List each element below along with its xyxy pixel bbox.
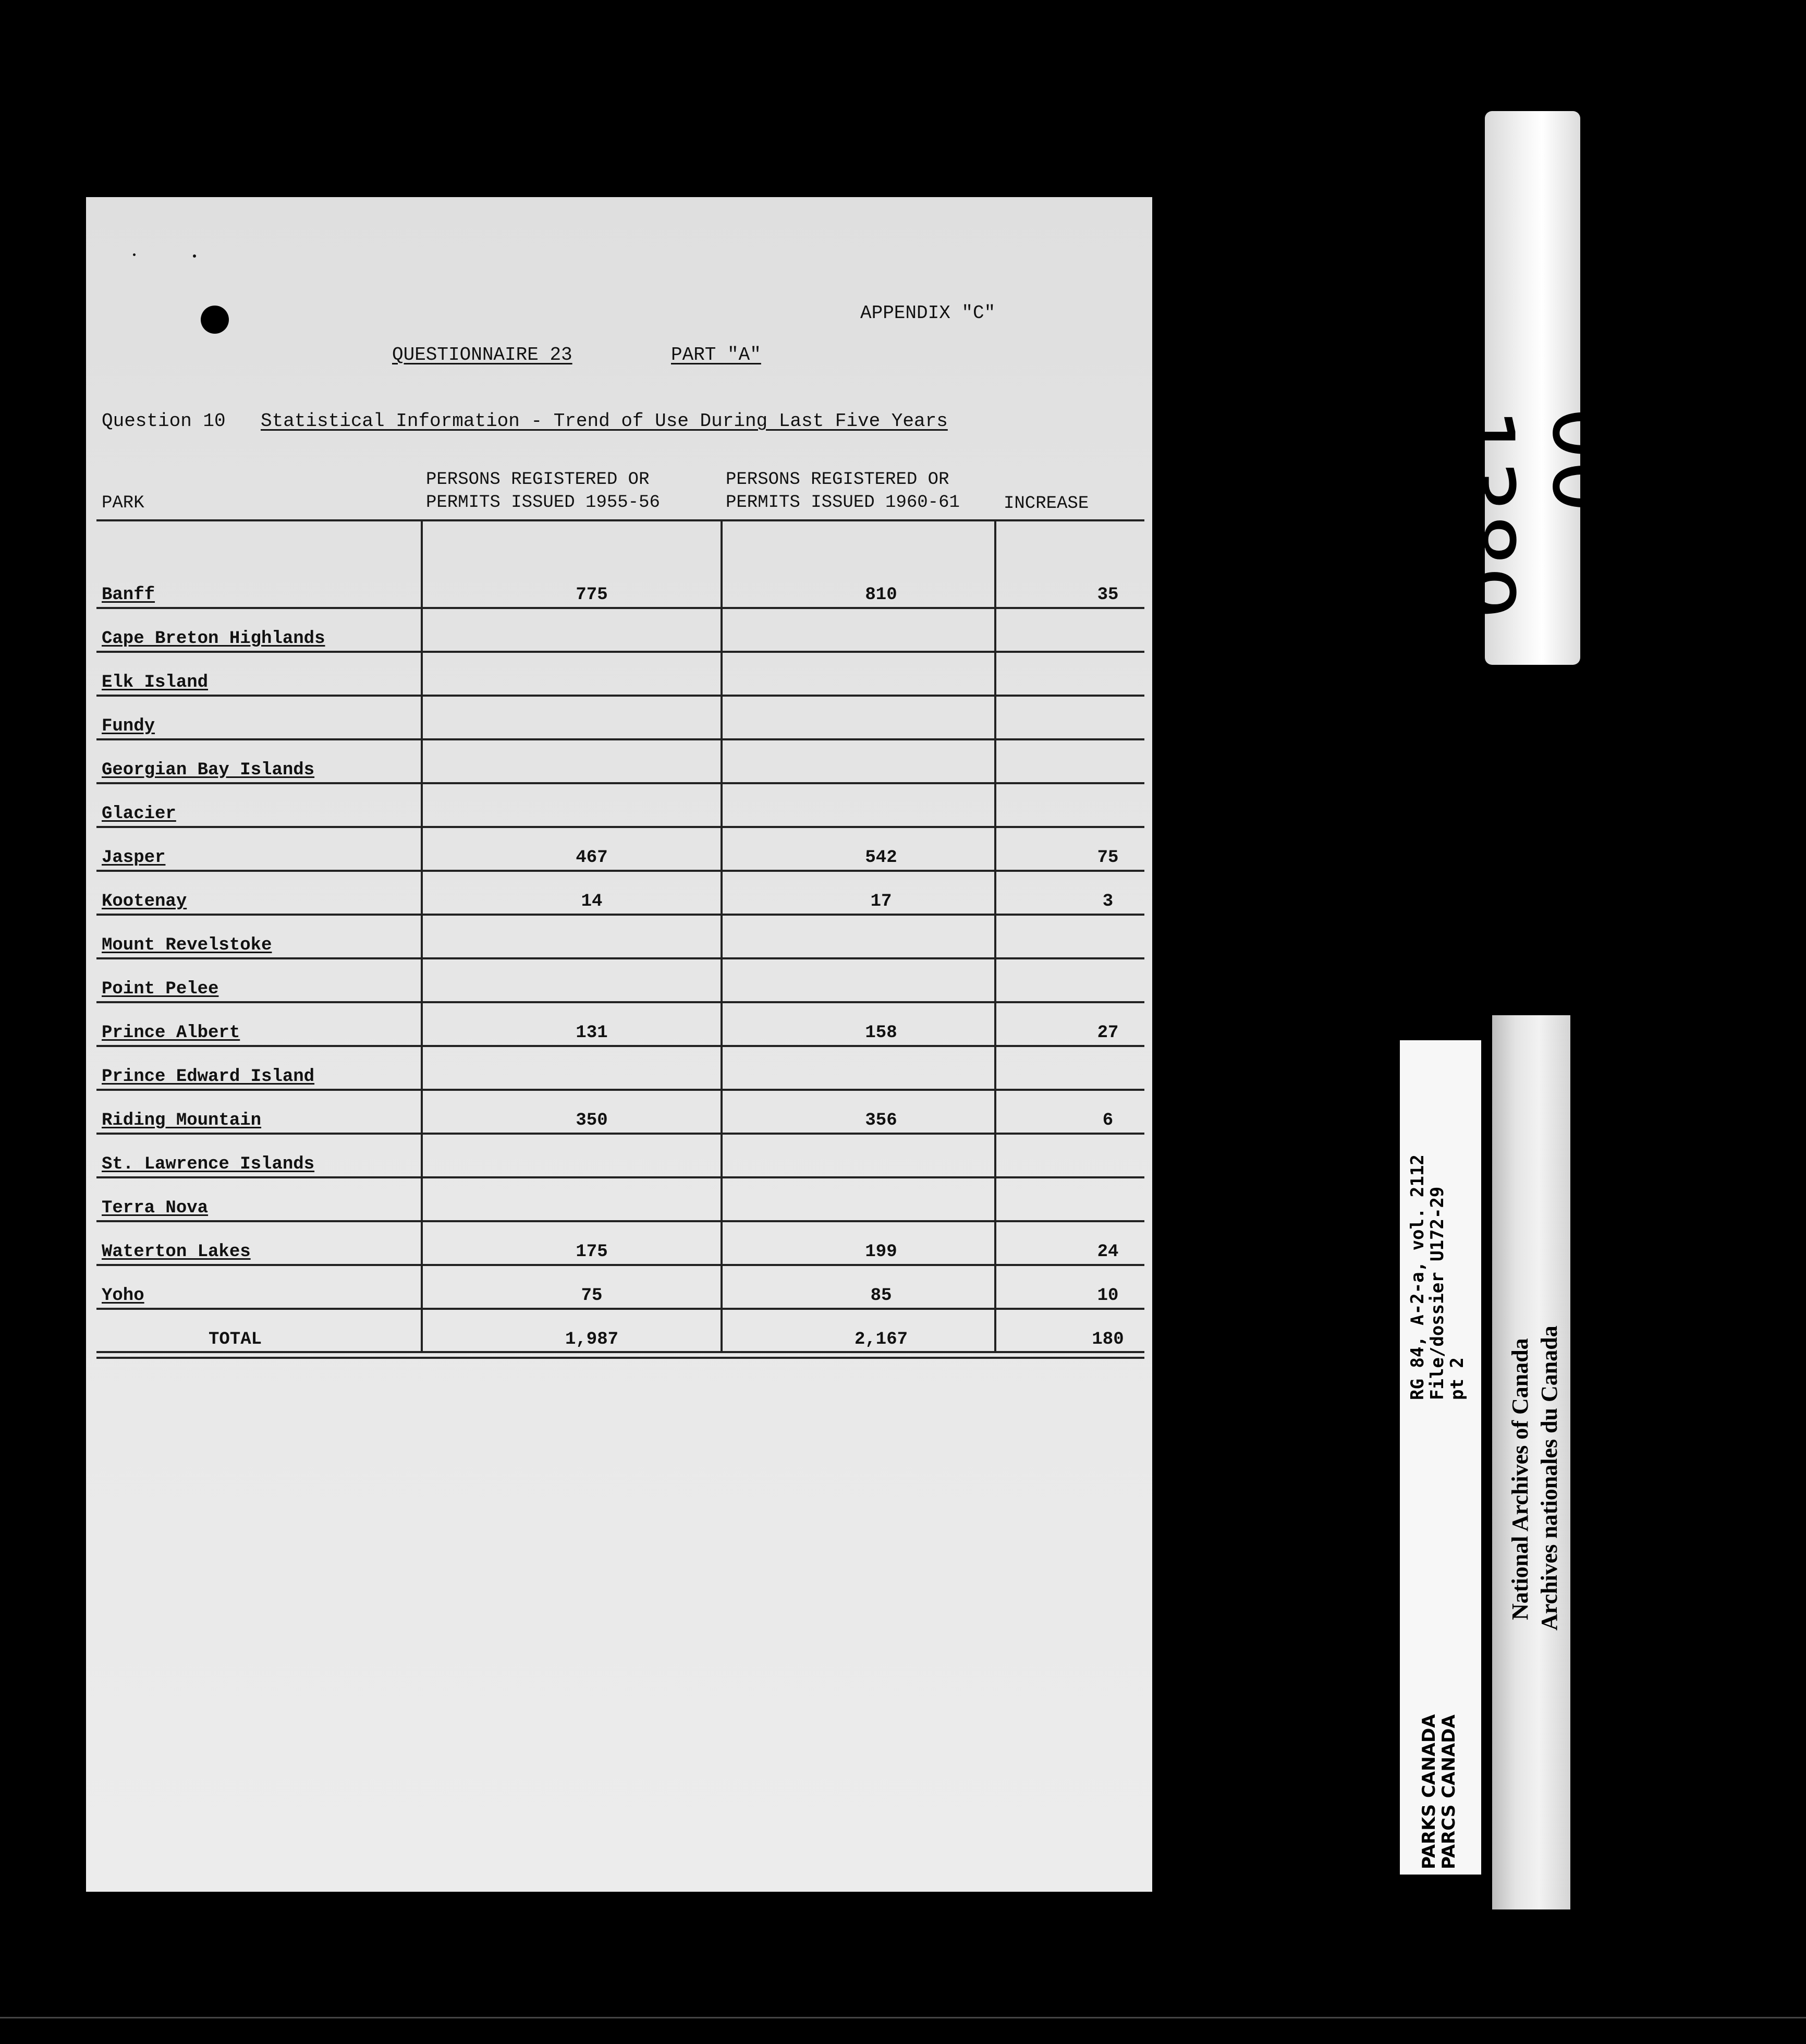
- value-1960-61: 542: [865, 848, 897, 868]
- value-1960-61: 199: [865, 1242, 897, 1262]
- row-rule: [96, 607, 1144, 609]
- archive-ref-line2: File/dossier U172-29: [1427, 1186, 1448, 1400]
- total-1960-61: 2,167: [854, 1330, 908, 1349]
- value-1960-61: 810: [865, 585, 897, 605]
- value-1960-61: 85: [870, 1286, 892, 1306]
- row-rule: [96, 870, 1144, 872]
- row-rule: [96, 695, 1144, 697]
- park-name: Banff: [102, 585, 155, 605]
- column-divider-2: [721, 519, 723, 1351]
- header-col2-line1: PERSONS REGISTERED OR: [726, 470, 949, 490]
- row-rule: [96, 1001, 1144, 1003]
- park-name: Waterton Lakes: [102, 1242, 251, 1262]
- header-col1-line2: PERMITS ISSUED 1955-56: [426, 493, 660, 513]
- part-label: PART "A": [671, 344, 761, 366]
- row-rule: [96, 1089, 1144, 1091]
- punch-hole: [201, 306, 229, 334]
- column-divider-1: [421, 519, 423, 1351]
- row-rule: [96, 1176, 1144, 1178]
- header-increase: INCREASE: [1004, 494, 1089, 514]
- archives-name-fr: Archives nationales du Canada: [1536, 1325, 1562, 1631]
- value-increase: 27: [1097, 1023, 1119, 1043]
- value-1960-61: 356: [865, 1111, 897, 1130]
- archives-name-card: [1492, 1015, 1570, 1909]
- archive-ref-line3: pt 2: [1447, 1357, 1468, 1400]
- value-1955-56: 131: [576, 1023, 608, 1043]
- park-name: Georgian Bay Islands: [102, 760, 315, 780]
- row-rule: [96, 782, 1144, 784]
- question-title: Statistical Information - Trend of Use During Last Five Years: [261, 410, 948, 432]
- park-name: Fundy: [102, 716, 155, 736]
- document-page: [86, 197, 1152, 1892]
- total-rule-1: [96, 1351, 1144, 1353]
- park-name: Mount Revelstoke: [102, 935, 272, 955]
- speck: [193, 254, 196, 258]
- total-label: TOTAL: [209, 1330, 262, 1349]
- park-name: Terra Nova: [102, 1198, 209, 1218]
- speck: [133, 253, 136, 256]
- column-divider-3: [994, 519, 996, 1351]
- appendix-label: APPENDIX "C": [860, 302, 996, 324]
- park-name: St. Lawrence Islands: [102, 1154, 315, 1174]
- value-increase: 35: [1097, 585, 1119, 605]
- question-number: Question 10: [102, 410, 226, 432]
- row-rule: [96, 651, 1144, 653]
- value-1960-61: 158: [865, 1023, 897, 1043]
- statistics-table: [96, 519, 1144, 1395]
- row-rule: [96, 826, 1144, 828]
- org-name-fr: PARCS CANADA: [1438, 1714, 1459, 1869]
- park-name: Yoho: [102, 1286, 144, 1306]
- total-1955-56: 1,987: [565, 1330, 619, 1349]
- film-edge-line: [0, 2017, 1806, 2018]
- row-rule: [96, 957, 1144, 959]
- header-col2-line2: PERMITS ISSUED 1960-61: [726, 493, 960, 513]
- header-park: PARK: [102, 493, 144, 513]
- header-col1-line1: PERSONS REGISTERED OR: [426, 470, 650, 490]
- row-rule: [96, 738, 1144, 740]
- total-rule-2: [96, 1357, 1144, 1359]
- value-1955-56: 175: [576, 1242, 608, 1262]
- park-name: Jasper: [102, 848, 166, 868]
- value-1955-56: 350: [576, 1111, 608, 1130]
- park-name: Prince Albert: [102, 1023, 240, 1043]
- total-increase: 180: [1092, 1330, 1124, 1349]
- park-name: Prince Edward Island: [102, 1067, 315, 1087]
- frame-number-text: 00 1389: [1429, 406, 1636, 620]
- value-increase: 10: [1097, 1286, 1119, 1306]
- frame-number-card: [1429, 111, 1636, 665]
- park-name: Kootenay: [102, 892, 187, 911]
- row-rule: [96, 1220, 1144, 1222]
- park-name: Point Pelee: [102, 979, 219, 999]
- frame-number: [1429, 111, 1636, 665]
- table-top-rule: [96, 519, 1144, 521]
- value-1955-56: 467: [576, 848, 608, 868]
- row-rule: [96, 1264, 1144, 1266]
- archive-ref-line1: RG 84, A-2-a, vol. 2112: [1407, 1154, 1428, 1400]
- archive-reference-card: [1400, 1040, 1481, 1875]
- org-name-en: PARKS CANADA: [1419, 1714, 1439, 1869]
- park-name: Cape Breton Highlands: [102, 629, 325, 649]
- value-1955-56: 75: [581, 1286, 603, 1306]
- row-rule: [96, 1308, 1144, 1310]
- value-1955-56: 14: [581, 892, 603, 911]
- value-increase: 6: [1102, 1111, 1114, 1130]
- park-name: Glacier: [102, 804, 176, 824]
- value-increase: 75: [1097, 848, 1119, 868]
- value-increase: 3: [1102, 892, 1114, 911]
- park-name: Elk Island: [102, 673, 209, 692]
- value-1955-56: 775: [576, 585, 608, 605]
- questionnaire-label: QUESTIONNAIRE 23: [392, 344, 572, 366]
- value-increase: 24: [1097, 1242, 1119, 1262]
- value-1960-61: 17: [870, 892, 892, 911]
- archives-name-en: National Archives of Canada: [1507, 1338, 1533, 1620]
- park-name: Riding Mountain: [102, 1111, 262, 1130]
- row-rule: [96, 914, 1144, 916]
- row-rule: [96, 1045, 1144, 1047]
- row-rule: [96, 1133, 1144, 1135]
